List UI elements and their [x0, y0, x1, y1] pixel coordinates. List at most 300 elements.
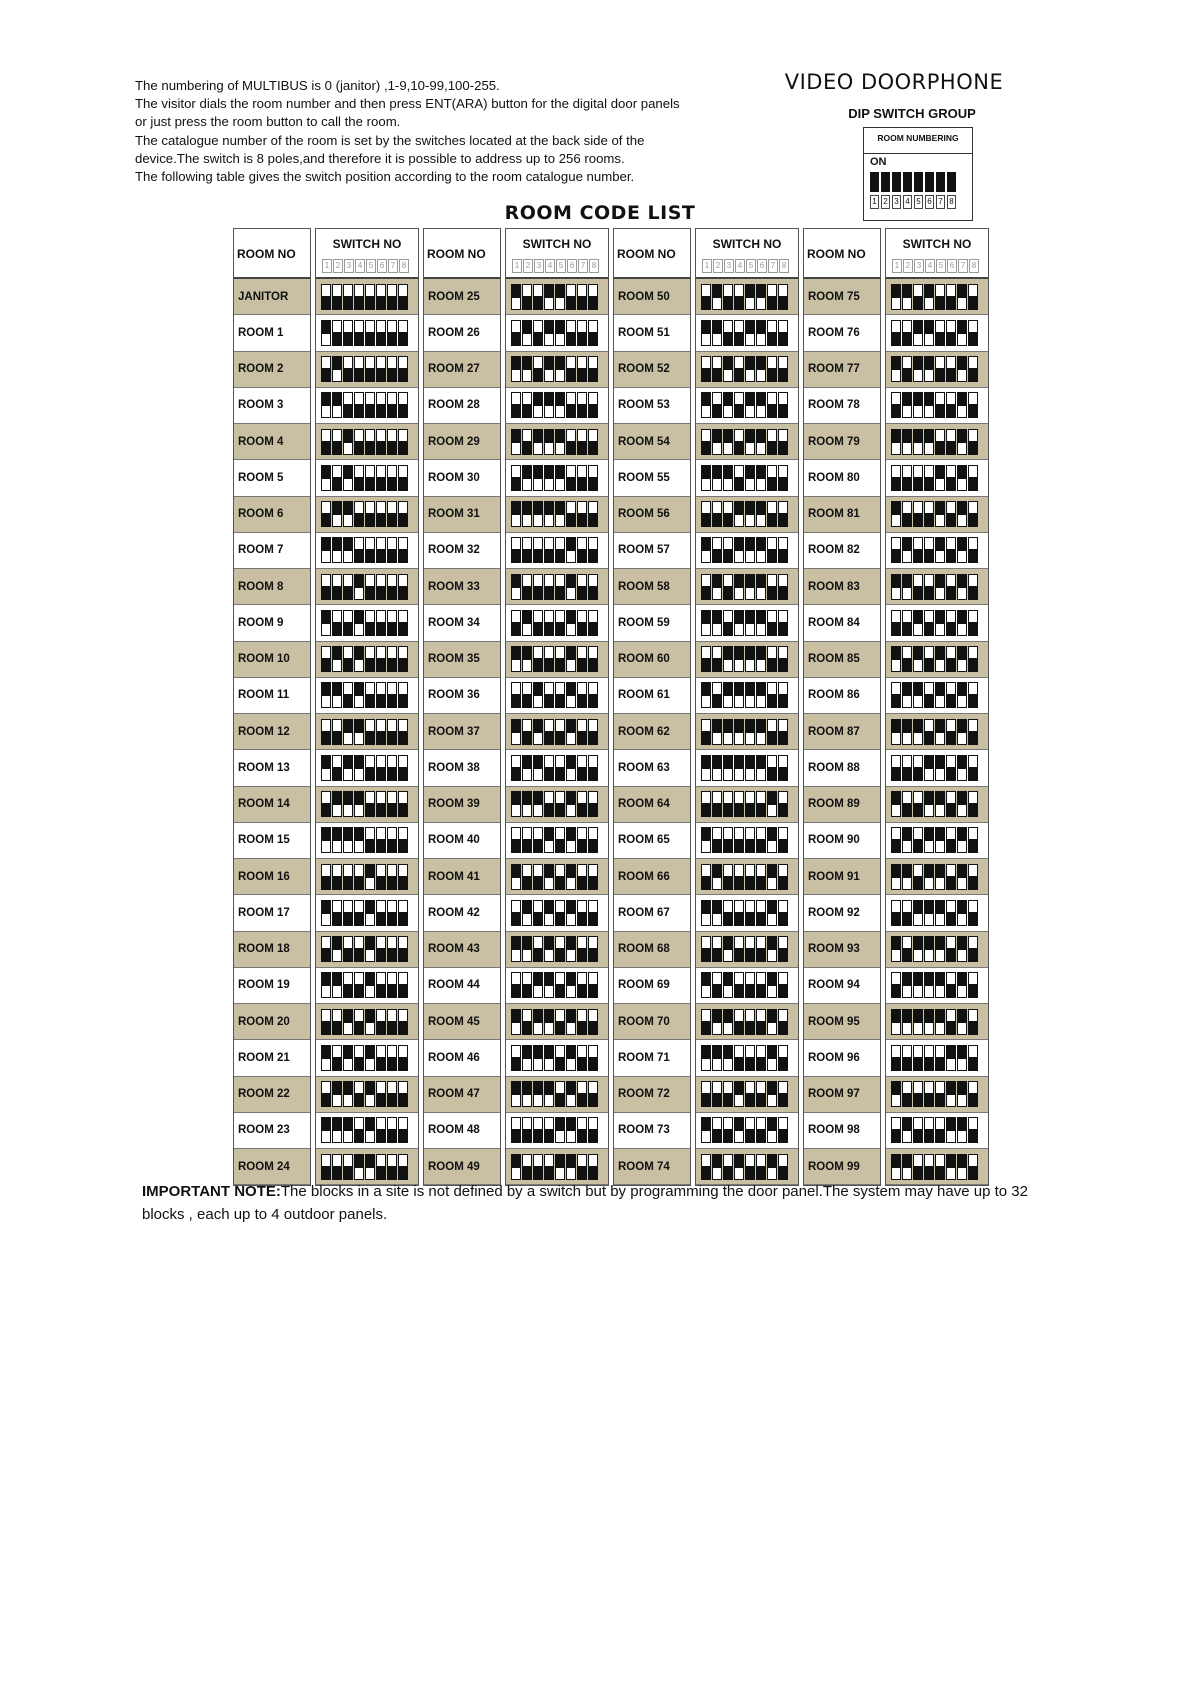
room-cell: ROOM 54: [614, 424, 690, 460]
dip-switch: [701, 284, 711, 310]
dip-switch: [767, 646, 777, 672]
dip-switch: [522, 320, 532, 346]
dip-switch: [891, 972, 901, 998]
room-cell: ROOM 44: [424, 968, 500, 1004]
dip-switch: [533, 900, 543, 926]
dip-switch: [712, 429, 722, 455]
dip-switch: [924, 900, 934, 926]
dip-switch: [566, 610, 576, 636]
room-cell: ROOM 14: [234, 787, 310, 823]
dip-switch: [533, 719, 543, 745]
switch-number: 8: [589, 259, 599, 273]
switch-cell: [506, 895, 608, 931]
dip-switch: [343, 936, 353, 962]
room-cell: ROOM 60: [614, 642, 690, 678]
dip-switch: [577, 1045, 587, 1071]
dip-switch: [734, 682, 744, 708]
dip-switch: [376, 827, 386, 853]
dip-switch: [511, 719, 521, 745]
dip-switch: [723, 1045, 733, 1071]
dip-switch: [398, 1154, 408, 1180]
intro-line: The following table gives the switch position according to the room catalogue number.: [135, 169, 635, 185]
room-cell: ROOM 2: [234, 352, 310, 388]
switch-number: 5: [366, 259, 376, 273]
room-cell: ROOM 1: [234, 315, 310, 351]
dip-switch: [332, 392, 342, 418]
dip-switch: [398, 755, 408, 781]
dip-switch: [533, 936, 543, 962]
dip-switch: [387, 719, 397, 745]
dip-switch: [398, 465, 408, 491]
dip-switch: [913, 1081, 923, 1107]
dip-switch: [913, 501, 923, 527]
switch-cell: [506, 1004, 608, 1040]
dip-switch: [957, 827, 967, 853]
dip-switch: [387, 682, 397, 708]
dip-switch: [745, 356, 755, 382]
switch-number-row: [892, 259, 979, 273]
dip-switch: [588, 574, 598, 600]
dip-switch: [902, 1154, 912, 1180]
switch-cell: [696, 642, 798, 678]
dip-switch: [354, 284, 364, 310]
dip-switch: [767, 755, 777, 781]
switch-number: 6: [757, 259, 767, 273]
dip-switch: [767, 719, 777, 745]
dip-switch: [935, 936, 945, 962]
dip-switch: [354, 610, 364, 636]
dip-switch: [891, 320, 901, 346]
dip-switch: [365, 356, 375, 382]
dip-switch: [701, 537, 711, 563]
dip-switch: [398, 1009, 408, 1035]
dip-switch: [968, 574, 978, 600]
dip-switch: [588, 900, 598, 926]
dip-switch: [365, 755, 375, 781]
dip-switch: [946, 501, 956, 527]
dip-switch: [712, 864, 722, 890]
dip-switch: [891, 1154, 901, 1180]
dip-switch: [577, 284, 587, 310]
switch-cell: [506, 750, 608, 786]
switch-cell: [886, 424, 988, 460]
dip-switch: [365, 284, 375, 310]
room-cell: ROOM 65: [614, 823, 690, 859]
dip-switch: [968, 356, 978, 382]
switch-number: 1: [512, 259, 522, 273]
dip-switch: [778, 1009, 788, 1035]
dip-switch: [924, 1081, 934, 1107]
room-cell: ROOM 47: [424, 1077, 500, 1113]
dip-switch: [913, 864, 923, 890]
dip-switch: [387, 574, 397, 600]
dip-switch: [511, 900, 521, 926]
dip-switch: [332, 1117, 342, 1143]
dip-switch: [533, 682, 543, 708]
dip-switch: [778, 791, 788, 817]
room-cell: ROOM 97: [804, 1077, 880, 1113]
dip-switch: [902, 682, 912, 708]
switch-number: 7: [578, 259, 588, 273]
dip-switch: [902, 284, 912, 310]
dip-switch: [365, 574, 375, 600]
dip-switch: [354, 646, 364, 672]
dip-switch: [902, 1117, 912, 1143]
dip-switch: [354, 392, 364, 418]
dip-switch: [778, 864, 788, 890]
switch-cell: [696, 1113, 798, 1149]
room-cell: ROOM 12: [234, 714, 310, 750]
dip-switch: [522, 791, 532, 817]
switch-cell: [316, 642, 418, 678]
dip-switch: [354, 1045, 364, 1071]
intro-line: or just press the room button to call the room.: [135, 114, 401, 130]
switch-number: 8: [947, 195, 956, 209]
dip-switch: [935, 1081, 945, 1107]
dip-switch: [881, 172, 890, 192]
dip-switch: [511, 465, 521, 491]
switch-cell: [316, 1040, 418, 1076]
dip-switch: [387, 900, 397, 926]
dip-switch: [365, 827, 375, 853]
dip-switch: [745, 827, 755, 853]
dip-switch: [712, 1117, 722, 1143]
switch-cell: [696, 787, 798, 823]
dip-switch: [555, 936, 565, 962]
switch-cell: [696, 750, 798, 786]
dip-switch: [723, 501, 733, 527]
dip-switch: [511, 1081, 521, 1107]
dip-switch: [935, 972, 945, 998]
dip-switch: [778, 1081, 788, 1107]
dip-switch: [745, 392, 755, 418]
dip-switch: [913, 646, 923, 672]
switch-cell: [696, 859, 798, 895]
dip-switch: [332, 537, 342, 563]
dip-switch: [354, 682, 364, 708]
dip-switch: [756, 1154, 766, 1180]
dip-switch: [533, 356, 543, 382]
room-cell: ROOM 58: [614, 569, 690, 605]
dip-switch: [321, 646, 331, 672]
dip-switch: [756, 864, 766, 890]
dip-switch: [522, 900, 532, 926]
dip-switch: [778, 900, 788, 926]
dip-switch: [902, 465, 912, 491]
dip-switch: [577, 392, 587, 418]
dip-switch: [343, 392, 353, 418]
dip-switch: [778, 755, 788, 781]
dip-switch: [555, 900, 565, 926]
dip-switch: [566, 429, 576, 455]
dip-switch: [902, 392, 912, 418]
dip-switch: [332, 1154, 342, 1180]
dip-switch: [924, 827, 934, 853]
switch-no-header: [886, 229, 988, 279]
dip-switch: [332, 429, 342, 455]
table-column-group: [423, 228, 609, 1186]
dip-switch: [354, 827, 364, 853]
note-label: IMPORTANT NOTE:: [142, 1183, 281, 1200]
dip-switch: [566, 1009, 576, 1035]
dip-switch: [376, 356, 386, 382]
dip-switch: [533, 429, 543, 455]
dip-switch: [767, 1154, 777, 1180]
dip-switch: [756, 755, 766, 781]
dip-switch: [544, 827, 554, 853]
dip-switch: [913, 936, 923, 962]
dip-switch: [332, 320, 342, 346]
dip-switch: [935, 1154, 945, 1180]
dip-switch: [891, 574, 901, 600]
dip-switch: [522, 465, 532, 491]
room-cell: ROOM 77: [804, 352, 880, 388]
dip-switch: [511, 1154, 521, 1180]
dip-switch: [533, 1117, 543, 1143]
switch-no-header: [696, 229, 798, 279]
dip-switch: [588, 284, 598, 310]
switch-cell: [506, 714, 608, 750]
dip-switch: [701, 610, 711, 636]
dip-switch: [902, 1081, 912, 1107]
dip-switch: [968, 864, 978, 890]
dip-switch: [533, 864, 543, 890]
dip-switch: [701, 574, 711, 600]
dip-switch: [555, 501, 565, 527]
switch-no-header: [506, 229, 608, 279]
dip-switch: [566, 1081, 576, 1107]
switch-cell: [696, 714, 798, 750]
switch-number: 2: [333, 259, 343, 273]
switch-number: 4: [545, 259, 555, 273]
dip-switch: [913, 1154, 923, 1180]
dip-switch: [701, 356, 711, 382]
switch-cell: [316, 678, 418, 714]
dip-switch: [555, 537, 565, 563]
dip-switch: [332, 755, 342, 781]
dip-switch: [555, 574, 565, 600]
switch-cell: [506, 932, 608, 968]
room-code-table: [233, 228, 993, 1186]
dip-switch-diagram: [863, 127, 973, 221]
dip-switch: [902, 900, 912, 926]
dip-switch: [957, 392, 967, 418]
dip-switch: [533, 320, 543, 346]
dip-switch: [566, 356, 576, 382]
dip-switch: [588, 791, 598, 817]
switch-cell: [506, 642, 608, 678]
dip-switch: [343, 682, 353, 708]
dip-switch: [555, 465, 565, 491]
switch-cell: [886, 968, 988, 1004]
dip-switch: [734, 537, 744, 563]
dip-switch: [588, 827, 598, 853]
dip-switch: [533, 574, 543, 600]
dip-switch: [376, 1154, 386, 1180]
switch-cell: [886, 1077, 988, 1113]
dip-switch: [745, 1009, 755, 1035]
room-cell: ROOM 67: [614, 895, 690, 931]
dip-switch: [968, 1081, 978, 1107]
dip-switch: [376, 864, 386, 890]
dip-switch: [913, 791, 923, 817]
room-cell: ROOM 3: [234, 388, 310, 424]
dip-switch: [935, 791, 945, 817]
dip-switch: [387, 356, 397, 382]
dip-switch: [321, 791, 331, 817]
dip-switch: [533, 972, 543, 998]
room-no-header: ROOM NO: [804, 229, 880, 279]
room-cell: JANITOR: [234, 279, 310, 315]
dip-switch: [946, 392, 956, 418]
dip-switch: [544, 972, 554, 998]
room-cell: ROOM 16: [234, 859, 310, 895]
dip-switch: [745, 972, 755, 998]
switch-cell: [696, 279, 798, 315]
dip-switch: [398, 827, 408, 853]
dip-switch: [935, 719, 945, 745]
dip-switch: [701, 646, 711, 672]
dip-switch: [321, 936, 331, 962]
dip-switch: [533, 610, 543, 636]
dip-switch: [913, 1009, 923, 1035]
dip-switch: [332, 1081, 342, 1107]
dip-switch: [566, 392, 576, 418]
dip-switch: [935, 392, 945, 418]
dip-switch: [924, 429, 934, 455]
dip-switch: [566, 537, 576, 563]
dip-switch: [321, 900, 331, 926]
dip-switch: [723, 574, 733, 600]
dip-switch: [745, 501, 755, 527]
dip-switch: [701, 465, 711, 491]
dip-switch: [957, 864, 967, 890]
dip-switch: [946, 972, 956, 998]
room-cell: ROOM 24: [234, 1149, 310, 1185]
dip-switch: [957, 501, 967, 527]
switch-number: 7: [936, 195, 945, 209]
room-cell: ROOM 99: [804, 1149, 880, 1185]
room-cell: ROOM 33: [424, 569, 500, 605]
dip-switch: [778, 501, 788, 527]
dip-switch: [767, 1081, 777, 1107]
dip-switch: [767, 284, 777, 310]
dip-switch: [376, 610, 386, 636]
switch-cell: [506, 388, 608, 424]
dip-switch: [566, 900, 576, 926]
dip-switch: [511, 1045, 521, 1071]
room-cell: ROOM 22: [234, 1077, 310, 1113]
dip-switch: [902, 972, 912, 998]
dip-switch: [701, 1045, 711, 1071]
dip-switch: [734, 356, 744, 382]
switch-number: 6: [377, 259, 387, 273]
dip-switch: [588, 1117, 598, 1143]
dip-switch: [398, 501, 408, 527]
dip-switch: [712, 537, 722, 563]
dip-switch: [544, 755, 554, 781]
intro-line: device.The switch is 8 poles,and therefore it is possible to address up to 256 rooms.: [135, 150, 625, 166]
switch-cell: [506, 533, 608, 569]
dip-switch: [321, 1009, 331, 1035]
dip-switch: [924, 1045, 934, 1071]
dip-switch: [544, 646, 554, 672]
dip-switch: [902, 574, 912, 600]
dip-switch: [321, 501, 331, 527]
dip-switch: [365, 501, 375, 527]
dip-switch: [376, 537, 386, 563]
room-cell: ROOM 75: [804, 279, 880, 315]
dip-switch: [354, 537, 364, 563]
dip-switch: [946, 356, 956, 382]
dip-switch: [891, 682, 901, 708]
switch-number: 7: [958, 259, 968, 273]
dip-switch: [511, 610, 521, 636]
dip-switch: [891, 900, 901, 926]
room-column: [613, 228, 691, 1186]
dip-switch: [745, 1045, 755, 1071]
dip-switch: [712, 465, 722, 491]
switch-cell: [886, 642, 988, 678]
dip-switch: [398, 574, 408, 600]
switch-cell: [696, 460, 798, 496]
dip-switch: [968, 900, 978, 926]
dip-switch: [924, 284, 934, 310]
dip-switch: [723, 356, 733, 382]
dip-switch: [968, 1154, 978, 1180]
dip-switch: [734, 284, 744, 310]
room-cell: ROOM 63: [614, 750, 690, 786]
dip-switch: [354, 936, 364, 962]
dip-switch: [946, 574, 956, 600]
room-cell: ROOM 56: [614, 497, 690, 533]
switch-number: 6: [947, 259, 957, 273]
dip-switch: [892, 172, 901, 192]
switch-cell: [886, 605, 988, 641]
room-cell: ROOM 72: [614, 1077, 690, 1113]
dip-switch: [522, 936, 532, 962]
switch-number: 4: [355, 259, 365, 273]
dip-switch: [577, 936, 587, 962]
dip-switch: [968, 1117, 978, 1143]
dip-switch: [946, 900, 956, 926]
dip-switch: [902, 501, 912, 527]
dip-switch: [701, 900, 711, 926]
dip-switch: [398, 864, 408, 890]
dip-switch: [533, 465, 543, 491]
switch-number: 3: [892, 195, 901, 209]
dip-switch: [947, 172, 956, 192]
dip-switch: [398, 1081, 408, 1107]
room-cell: ROOM 76: [804, 315, 880, 351]
dip-switch: [891, 284, 901, 310]
switch-cell: [316, 714, 418, 750]
dip-switch: [756, 574, 766, 600]
dip-switch: [778, 429, 788, 455]
dip-switch: [376, 501, 386, 527]
dip-switch: [935, 320, 945, 346]
switch-column: [885, 228, 989, 1186]
switch-number: 1: [702, 259, 712, 273]
dip-switch: [701, 1009, 711, 1035]
switch-cell: [506, 315, 608, 351]
dip-switch: [935, 356, 945, 382]
dip-switch: [957, 429, 967, 455]
dip-switch: [723, 719, 733, 745]
dip-switch: [913, 719, 923, 745]
dip-switch: [745, 864, 755, 890]
dip-switch: [778, 465, 788, 491]
